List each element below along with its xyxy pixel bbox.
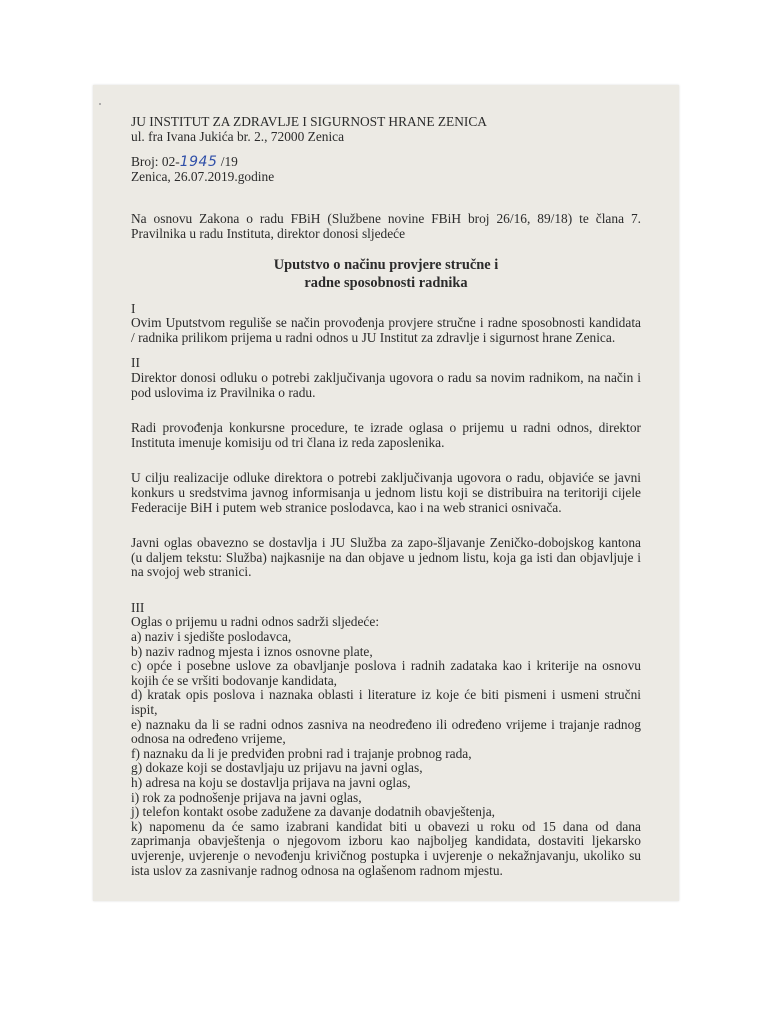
section-1 [131,302,641,346]
paragraph-line: Javni oglas obavezno se dostavlja i JU Služba za zapo-šljavanje Zeničko-dobojskog kantona [131,535,641,551]
intro-paragraph [131,212,641,241]
list-item-line: kojih će se vršiti bodovanje kandidata, [131,672,338,688]
title-line: Uputstvo o načinu provjere stručne i [273,256,499,273]
list-item-line: i) rok za podnošenje prijava na javni oglas, [131,789,362,805]
paragraph-line: Federacije BiH i putem web stranice poslodavca, kao i na web stranici osnivača. [131,499,562,515]
list-item-line: k) napomenu da će samo izabrani kandidat biti u obavezi u roku od 15 dana od dana [131,818,641,834]
list-item [131,747,641,762]
list-item-line: e) naznaku da li se radni odnos zasniva na neodređeno ili određeno vrijeme i trajanje radnog [131,716,641,732]
list-item [131,776,641,791]
document-body [131,115,641,878]
list-item-line: ista uslov za zasnivanje radnog odnosa na oglašenom radnom mjestu. [131,862,503,878]
list-item-line: b) naziv radnog mjesta i iznos osnovne plate, [131,643,373,659]
reference-block [131,155,641,184]
list-item [131,761,641,776]
document-page [93,85,679,901]
section-2 [131,356,641,580]
list-item-line: uvjerenje, uvjerenje o nevođenju krivičnog postupka i uvjerenje o nekažnjavanju, ukoliko su [131,847,641,863]
list-item-line: zaprimanja obavještenja o njegovom izboru kao najboljeg kandidata, dostaviti ljekarsko [131,833,641,849]
title-line: radne sposobnosti radnika [304,274,468,291]
section-numeral: III [131,599,145,615]
paragraph-line: Ovim Uputstvom reguliše se način provođenja provjere stručne i radne sposobnosti kandidata [131,315,641,331]
place-date: Zenica, 26.07.2019.godine [131,168,275,184]
list-lead: Oglas o prijemu u radni odnos sadrži sljedeće: [131,614,380,630]
list-item-line: g) dokaze koji se dostavljaju uz prijavu na javni oglas, [131,760,423,776]
list-item [131,688,641,717]
list-item-line: a) naziv i sjedište poslodavca, [131,629,292,645]
list-item-line: c) opće i posebne uslove za obavljanje poslova i radnih zadataka kao i kriterije na osnovu [131,658,641,674]
paragraph-line: Instituta imenuje komisiju od tri člana iz reda zaposlenika. [131,434,445,450]
list-item-line: d) kratak opis poslova i naznaka oblasti i literature iz koje će biti pismeni i usmeni stručni [131,687,641,703]
paragraph-line: (u daljem tekstu: Služba) najkasnije na dan objave u jednom listu, koja ga isti dan objavljuje i [131,549,641,565]
list-item [131,630,641,645]
list-item [131,645,641,660]
list-item [131,659,641,688]
paragraph-line: Radi provođenja konkursne procedure, te izrade oglasa o prijemu u radni odnos, direktor [131,420,641,436]
intro-line: Na osnovu Zakona o radu FBiH (Službene novine FBiH broj 26/16, 89/18) te člana 7. [131,211,641,227]
section-numeral: I [131,300,136,316]
intro-line: Pravilnika u radu Instituta, direktor donosi sljedeće [131,225,406,241]
reference-prefix: Broj: 02- [131,154,180,170]
paragraph-line: / radnika prilikom prijema u radni odnos u JU Institut za zdravlje i sigurnost hrane Zenica. [131,329,616,345]
handwritten-number: 1945 [179,154,218,171]
institution-address: ul. fra Ivana Jukića br. 2., 72000 Zenica [131,128,345,144]
section-numeral: II [131,355,140,371]
scan-speck [99,103,101,105]
list-item [131,718,641,747]
list-item [131,791,641,806]
paragraph-line: Direktor donosi odluku o potrebi zaključivanja ugovora o radu sa novim radnikom, na način i [131,369,641,385]
list-item-line: h) adresa na koju se dostavlja prijava na javni oglas, [131,775,411,790]
list-item-line: j) telefon kontakt osobe zadužene za davanje dodatnih obavještenja, [131,804,496,820]
list-item-line: odnosa na određeno vrijeme, [131,731,286,747]
reference-number [131,155,641,170]
document-title [131,256,641,292]
list-item-line: f) naznaku da li je predviđen probni rad i trajanje probnog rada, [131,745,472,761]
letterhead [131,115,641,144]
institution-name: JU INSTITUT ZA ZDRAVLJE I SIGURNOST HRANE ZENICA [131,114,487,129]
paragraph-line: na svojoj web stranici. [131,564,252,580]
paragraph-line: konkurs u sredstvima javnog informisanja u jednom listu koji se distribuira na teritoriji cijele [131,484,641,500]
paragraph-line: pod uslovima iz Pravilnika o radu. [131,384,316,400]
list-item [131,805,641,820]
list-item-line: ispit, [131,702,158,718]
section-3 [131,601,641,878]
reference-suffix: /19 [217,154,238,170]
paragraph-line: U cilju realizacije odluke direktora o potrebi zaključivanja ugovora o radu, objaviće se javni [131,470,641,486]
list-item [131,820,641,878]
